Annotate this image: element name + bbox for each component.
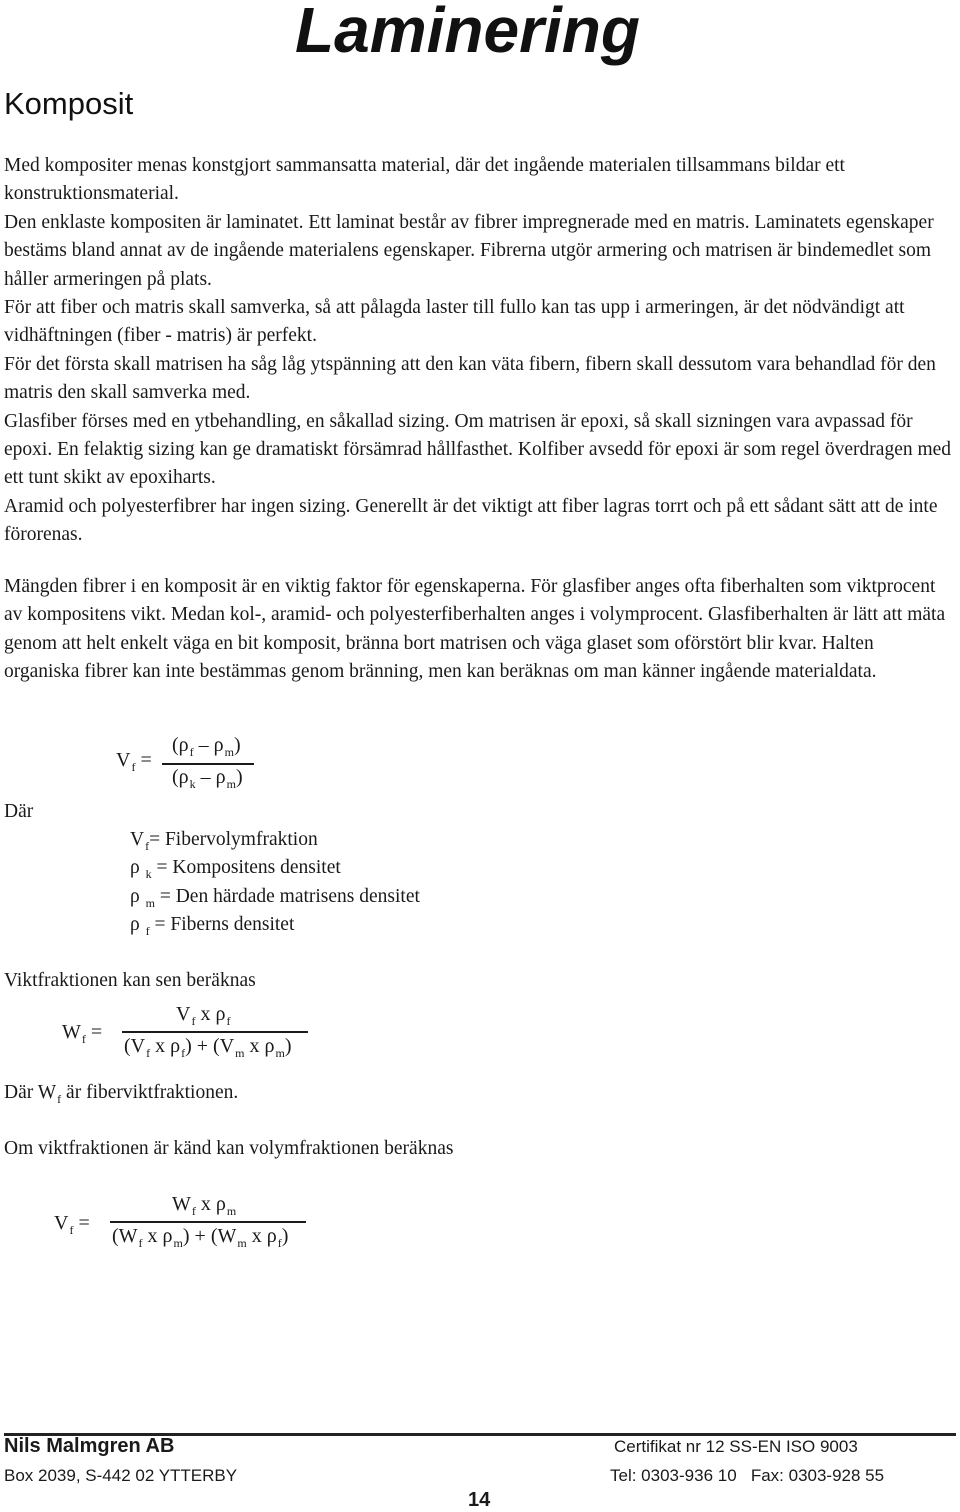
footer-company: Nils Malmgren AB [4,1435,175,1457]
formula-2-numerator: $V_f$ x $\rho_f$ [176,1003,231,1028]
formula-1-lhs: $V_f$ = [116,749,152,774]
paragraph: Den enklaste kompositen är laminatet. Ett laminat består av fibrer impregnerade med en matris. Laminatets egenskaper bestäms bland annat av de ingående materialens egenskaper. Fibrerna utgör armering och matrisen är bindemedlet som håller armeringen på plats. [4,211,934,290]
dar-wf-text: Där $W_f$ är fiberviktfraktionen. [4,1082,239,1106]
formula-1-numerator: $(\rho_f - \rho_m)$ [172,734,241,759]
page-title: Laminering [295,0,640,66]
paragraph: Med kompositer menas konstgjort sammansatta material, där det ingående materialen tillsammans bildar ett konstruktionsmaterial. [4,155,845,205]
formula-2-denominator: ($V_f$ x $\rho_f) + (V_m$ x $\rho_m$) [124,1035,292,1060]
fiber-content-text [4,573,952,687]
dar-label: Där [4,801,34,822]
formula-2-lhs: $W_f$ = [62,1021,103,1046]
formula-1-denominator: $(\rho_k - \rho_m)$ [172,766,243,791]
page-number: 14 [468,1489,491,1511]
footer-address: Box 2039, S-442 02 YTTERBY [4,1466,238,1485]
formula-3-fraction-bar [110,1221,306,1223]
volymfraktion-text: Om viktfraktionen är känd kan volymfraktionen beräknas [4,1138,454,1159]
footer-phone-fax: Tel: 0303-936 10 Fax: 0303-928 55 [610,1466,885,1485]
formula-1-fraction-bar [162,763,254,765]
formula-3-denominator: ($W_f$ x $\rho_m) + (W_m$ x $\rho_f$) [112,1225,289,1250]
section-heading: Komposit [4,86,134,121]
viktfraktion-text: Viktfraktionen kan sen beräknas [4,970,256,991]
definition-rho-k: ρ $_k$ = Kompositens densitet [130,857,341,881]
formula-3-numerator: $W_f$ x $\rho_m$ [172,1193,237,1218]
intro-text [4,152,952,550]
definition-rho-m: ρ $_m$ = Den härdade matrisens densitet [130,886,420,910]
definition-rho-f: ρ $_f$ = Fiberns densitet [130,914,295,938]
paragraph: För det första skall matrisen ha såg låg ytspänning att den kan väta fibern, fibern skall dessutom vara behandlad för den matris den skall samverka med. [4,353,936,404]
definition-vf: $V_f=$ Fibervolymfraktion [130,829,318,853]
paragraph: Mängden fibrer i en komposit är en viktig faktor för egenskaperna. För glasfiber anges ofta fiberhalten som viktprocent av kompositens vikt. Medan kol-, aramid- och polyesterfiberhalten anges i volymprocent. Glasfiberhalten är lätt att mäta genom att helt enkelt väga en bit komposit, bränna bort matrisen och väga glaset som oförstört blir kvar. Halten organiska fibrer kan inte bestämmas genom bränning, men kan beräknas om man känner ingående materialdata. [4,576,946,683]
formula-3-lhs: $V_f$ = [54,1212,90,1237]
formula-2-fraction-bar [122,1031,308,1033]
paragraph: Aramid och polyesterfibrer har ingen sizing. Generellt är det viktigt att fiber lagras torrt och på ett sådant sätt att de inte förorenas. [4,495,938,546]
paragraph: Glasfiber förses med en ytbehandling, en såkallad sizing. Om matrisen är epoxi, så skall sizningen vara avpassad för epoxi. En felaktig sizing kan ge dramatiskt försämrad hållfasthet. Kolfiber avsedd för epoxi är som regel överdragen med ett tunt skikt av epoxiharts. [4,410,952,489]
footer-certificate: Certifikat nr 12 SS-EN ISO 9003 [614,1437,858,1456]
paragraph: För att fiber och matris skall samverka, så att pålagda laster till fullo kan tas upp i armeringen, är det nödvändigt att vidhäftningen (fiber - matris) är perfekt. [4,297,905,347]
